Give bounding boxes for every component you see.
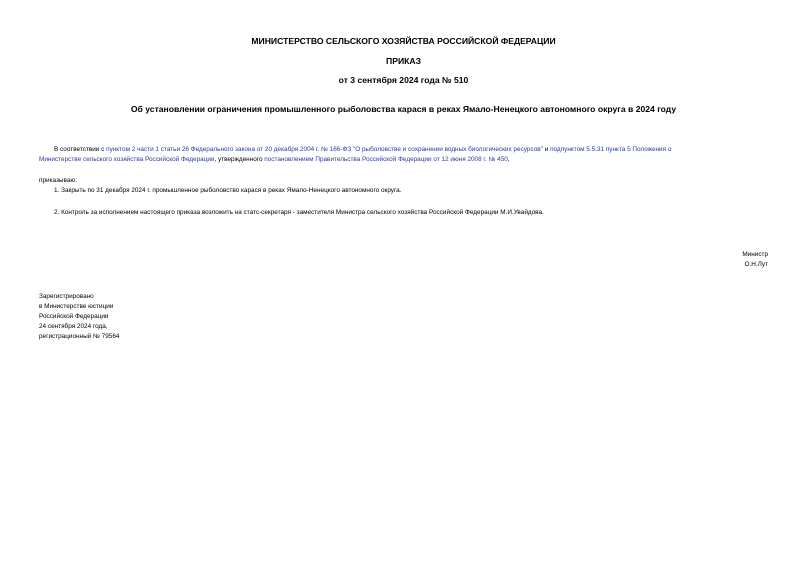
preamble-text-3: , утвержденного [214, 156, 265, 163]
preamble-line-1 [54, 145, 671, 155]
ministry-heading: МИНИСТЕРСТВО СЕЛЬСКОГО ХОЗЯЙСТВА РОССИЙСКОЙ ФЕДЕРАЦИИ [251, 36, 556, 46]
registration-line-4: 24 сентября 2024 года, [39, 323, 108, 330]
doc-type-heading: ПРИКАЗ [386, 56, 421, 66]
regulation-link[interactable]: подпунктом 5.5.31 пункта 5 Положения о [550, 146, 672, 153]
registration-line-3: Российской Федерации [39, 313, 109, 320]
signature-position: Министр [742, 251, 768, 258]
signature-name: О.Н.Лут [744, 261, 768, 268]
federal-law-link[interactable]: пунктом 2 части 1 статьи 26 Федерального закона от 20 декабря 2004 г. № 166-ФЗ "О рыболовстве и сохранении водных биологических ресурсов" [106, 146, 543, 153]
order-item-2: 2. Контроль за исполнением настоящего приказа возложить на статс-секретаря - заместителя Министра сельского хозяйства Российской Федерации М.И.Увайдова. [54, 209, 544, 216]
document-title: Об установлении ограничения промышленного рыболовства карася в реках Ямало-Ненецкого автономного округа в 2024 году [130, 104, 677, 114]
order-item-1: 1. Закрыть по 31 декабря 2024 г. промышленное рыболовство карася в реках Ямало-Ненецкого автономного округа. [54, 187, 402, 194]
registration-line-1: Зарегистрировано [39, 293, 94, 300]
preamble-line-2 [39, 155, 510, 165]
date-number-heading: от 3 сентября 2024 года № 510 [338, 75, 469, 85]
government-decree-link[interactable]: постановлением Правительства Российской Федерации от 12 июня 2008 г. № 450 [264, 156, 508, 163]
registration-line-2: в Министерстве юстиции [39, 303, 114, 310]
ministry-regulation-link[interactable]: Министерстве сельского хозяйства Российской Федерации [39, 156, 215, 163]
registration-line-5: регистрационный № 79564 [39, 333, 120, 340]
preamble-text-2: и [542, 146, 551, 153]
order-word: приказываю: [39, 177, 77, 184]
preamble-text-4: , [507, 156, 510, 163]
preamble-text-1: В соответствии с [54, 146, 107, 153]
